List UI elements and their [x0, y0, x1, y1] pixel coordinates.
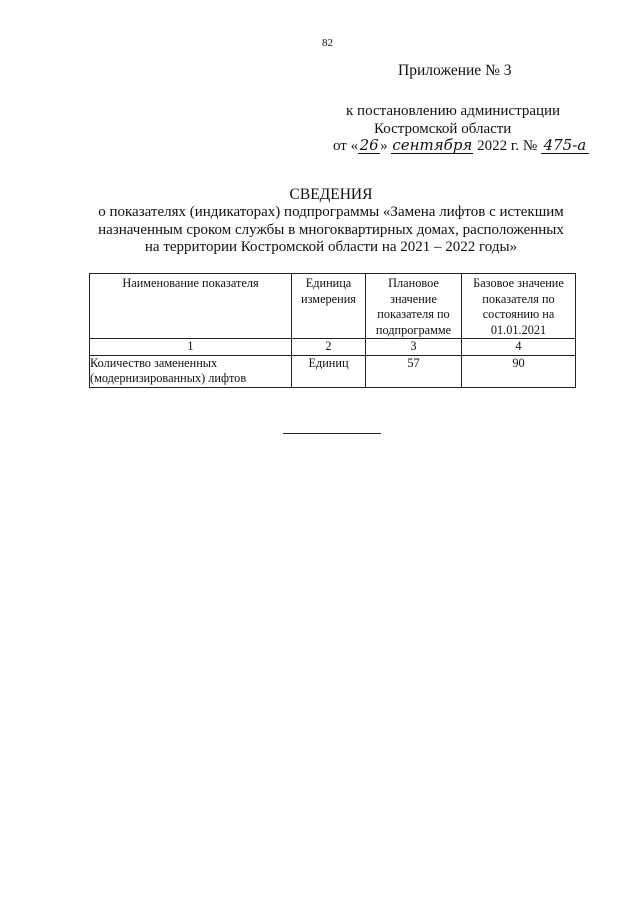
header-cell: Плановое значение показателя по подпрограмме [366, 274, 462, 339]
handwritten-number: 475-а [541, 138, 589, 154]
column-number: 4 [462, 339, 576, 356]
document-subtitle [0, 204, 639, 257]
date-prefix: от « [333, 138, 359, 154]
table-header-row [90, 274, 576, 339]
base-value: 90 [462, 355, 576, 387]
subtitle-line: на территории Костромской области на 2021 – 2022 годы» [144, 239, 518, 255]
resolution-date [333, 138, 589, 155]
appendix-label: Приложение № 3 [398, 62, 512, 79]
indicators-table [89, 273, 576, 388]
resolution-line-1: к постановлению администрации [346, 103, 561, 119]
column-number: 2 [292, 339, 366, 356]
subtitle-line: назначенным сроком службы в многоквартирных домах, расположенных [98, 221, 564, 238]
header-cell: Базовое значение показателя по состоянию на 01.01.2021 [462, 274, 576, 339]
date-mid: » [380, 138, 388, 154]
subtitle-line: о показателях (индикаторах) подпрограммы «Замена лифтов с истекшим [98, 204, 564, 220]
planned-value: 57 [366, 355, 462, 387]
document-title: СВЕДЕНИЯ [289, 186, 373, 203]
resolution-line-2: Костромской области [374, 121, 512, 137]
date-year: 2022 г. № [477, 138, 538, 154]
closing-rule [283, 433, 381, 434]
table-row [90, 355, 576, 387]
column-number: 3 [366, 339, 462, 356]
column-number: 1 [90, 339, 292, 356]
page-number: 82 [322, 37, 333, 49]
unit: Единиц [292, 355, 366, 387]
handwritten-month: сентября [392, 136, 473, 154]
header-cell: Наименование показателя [90, 274, 292, 339]
handwritten-day: 26 [359, 136, 379, 154]
header-cell: Единица измерения [292, 274, 366, 339]
column-number-row [90, 339, 576, 356]
indicator-name: Количество замененных (модернизированных) лифтов [90, 355, 292, 387]
